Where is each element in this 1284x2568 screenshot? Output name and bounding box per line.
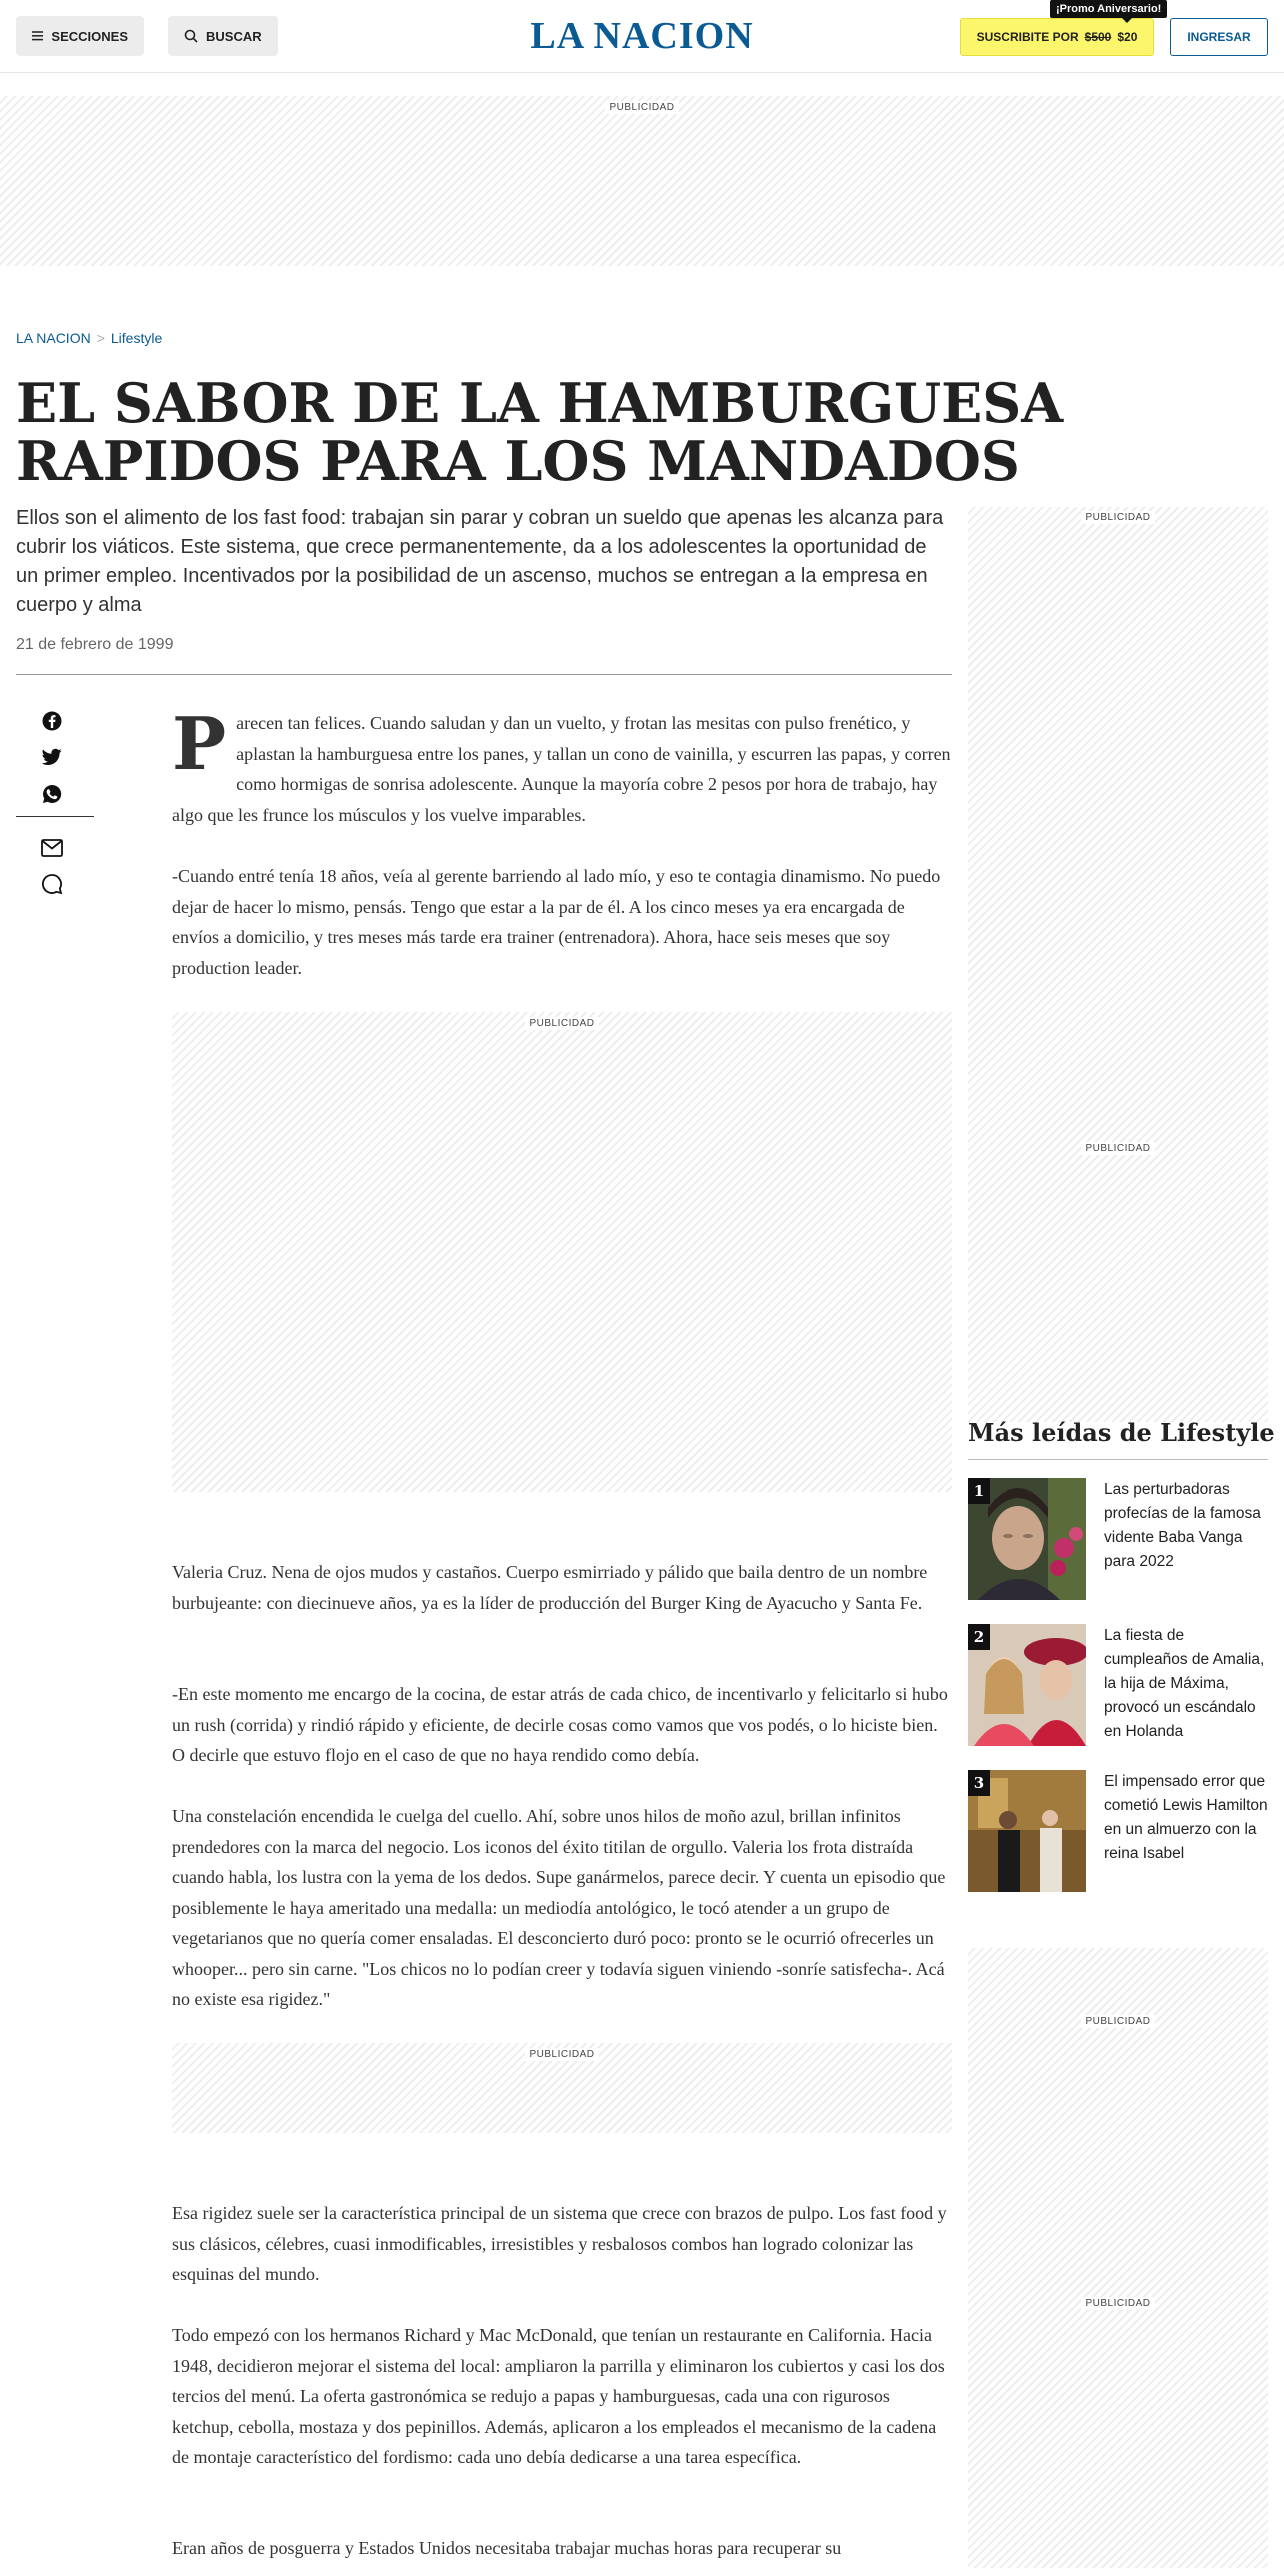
subscribe-label: SUSCRIBITE POR xyxy=(976,30,1079,44)
whatsapp-icon[interactable] xyxy=(38,780,66,808)
mas-leidas-headline[interactable]: El impensado error que cometió Lewis Hamilton en un almuerzo con la reina Isabel xyxy=(1104,1773,1268,1862)
mas-leidas-title: Más leídas de Lifestyle xyxy=(968,1418,1275,1447)
subscribe-old-price: $500 xyxy=(1084,30,1112,44)
share-divider xyxy=(16,816,94,817)
twitter-icon[interactable] xyxy=(38,743,66,771)
top-ad-banner[interactable] xyxy=(0,96,1284,266)
login-button[interactable]: INGRESAR xyxy=(1170,18,1268,56)
mas-leidas-item[interactable] xyxy=(968,1770,1268,1892)
breadcrumb-home[interactable]: LA NACION xyxy=(16,330,91,346)
paragraph: Todo empezó con los hermanos Richard y Mac McDonald, que tenían un restaurante en California. Hacia 1948, decidieron mejorar el sistema del local: ampliaron la parrilla y eliminaron los cubiertos y casi los dos tercios del menú. La oferta gastronómica se redujo a papas y hamburguesas, cada una con rigurosos ketchup, cebolla, mostaza y dos pepinillos. Además, aplicaron a los empleados el mecanismo de la cadena de montaje característico del fordismo: cada uno debía dedicarse a una tarea específica. xyxy=(172,2325,945,2467)
article-date: 21 de febrero de 1999 xyxy=(16,636,174,653)
paragraph: -En este momento me encargo de la cocina, de estar atrás de cada chico, de incentivarlo y felicitarlo si hubo un rush (corrida) y rindió rápido y eficiente, de decirle cosas como vamos que vos podés, o lo hiciste bien. O decirle que estuvo flojo en el caso de que no haya rendido como debía. xyxy=(172,1684,948,1765)
paragraph: Valeria Cruz. Nena de ojos mudos y castaños. Cuerpo esmirriado y pálido que baila dentro de un nombre burbujeante: con diecinueve años, ya es la líder de producción del Burger King de Ayacucho y Santa Fe. xyxy=(172,1562,928,1613)
rank-number: 1 xyxy=(968,1478,990,1504)
search-label: BUSCAR xyxy=(206,28,262,44)
rank-number: 3 xyxy=(968,1770,990,1796)
ad-label: PUBLICIDAD xyxy=(172,2049,952,2060)
promo-badge: ¡Promo Aniversario! xyxy=(1050,0,1167,18)
mas-leidas-item[interactable] xyxy=(968,1478,1268,1600)
subscribe-new-price: $20 xyxy=(1117,30,1138,44)
article-lead: Ellos son el alimento de los fast food: trabajan sin parar y cobran un sueldo que apenas les alcanza para cubrir los viáticos. Este sistema, que crece permanentemente, da a los adolescentes la oportunidad de un primer empleo. Incentivados por la posibilidad de un ascenso, muchos se entregan a la empresa en cuerpo y alma xyxy=(16,507,944,616)
mas-leidas-headline[interactable]: La fiesta de cumpleaños de Amalia, la hija de Máxima, provocó un escándalo en Holanda xyxy=(1104,1627,1265,1740)
site-header xyxy=(0,0,1284,73)
sidebar-ad-1[interactable] xyxy=(968,507,1268,1422)
paragraph: Una constelación encendida le cuelga del cuello. Ahí, sobre unos hilos de moño azul, brillan infinitos prendedores con la marca del negocio. Los iconos del éxito titilan de orgullo. Valeria los frota distraída cuando habla, los lustra con la yema de los dedos. Supe ganármelos, parece decir. Y cuenta un episodio que posiblemente le haya ameritado una medalla: un mediodía antológico, le tocó atender a un grupo de vegetarianos que no quería comer ensaladas. El desconcierto duró poco: pronto se le ocurrió ofrecerles un whooper... pero sin carne. "Los chicos no lo podían creer y todavía siguen viniendo -sonríe satisfecha-. Acá no existe esa rigidez." xyxy=(172,1806,946,2009)
mas-leidas-divider xyxy=(968,1459,1268,1460)
ad-label: PUBLICIDAD xyxy=(968,1143,1268,1154)
ad-label: PUBLICIDAD xyxy=(172,1018,952,1029)
paragraph: Parecen tan felices. Cuando saludan y dan un vuelto, y frotan las mesitas con pulso frenético, y aplastan la hamburguesa entre los panes, y tallan un cono de vainilla, y escurren las papas, y corren como hormigas de sonrisa adolescente. Aunque la mayoría cobre 2 pesos por hora de trabajo, hay algo que les frunce los músculos y los vuelve imparables. xyxy=(172,701,951,825)
sections-label: SECCIONES xyxy=(51,28,128,44)
comment-icon[interactable] xyxy=(38,870,66,898)
ad-label: PUBLICIDAD xyxy=(968,2298,1268,2309)
breadcrumb-section[interactable]: Lifestyle xyxy=(110,330,163,346)
menu-icon xyxy=(32,31,43,41)
article-title: EL SABOR DE LA HAMBURGUESA RAPIDOS PARA LOS MANDADOS xyxy=(16,371,1064,493)
sections-button[interactable] xyxy=(16,16,144,56)
inline-ad-1[interactable] xyxy=(172,1012,952,1492)
paragraph: Eran años de posguerra y Estados Unidos necesitaba trabajar muchas horas para recuperar su xyxy=(172,2538,842,2558)
ad-label: PUBLICIDAD xyxy=(968,2016,1268,2027)
paragraph: -Cuando entré tenía 18 años, veía al gerente barriendo al lado mío, y eso te contagia dinamismo. No puedo dejar de hacer lo mismo, pensás. Tengo que estar a la par de él. A los cinco meses ya era encargada de envíos a domicilio, y tres meses más tarde era trainer (entrenadora). Ahora, hace seis meses que soy production leader. xyxy=(172,866,941,978)
facebook-icon[interactable] xyxy=(38,707,66,735)
article-thumbnail[interactable] xyxy=(968,1624,1086,1746)
ad-label: PUBLICIDAD xyxy=(0,102,1284,113)
rank-number: 2 xyxy=(968,1624,990,1650)
article-thumbnail[interactable] xyxy=(968,1478,1086,1600)
mas-leidas-headline[interactable]: Las perturbadoras profecías de la famosa vidente Baba Vanga para 2022 xyxy=(1104,1481,1261,1570)
divider xyxy=(16,674,952,675)
site-logo[interactable]: LA NACION xyxy=(530,15,754,57)
inline-ad-2[interactable] xyxy=(172,2043,952,2133)
mail-icon[interactable] xyxy=(38,834,66,862)
sidebar-ad-2[interactable] xyxy=(968,1948,1268,2568)
article-thumbnail[interactable] xyxy=(968,1770,1086,1892)
dropcap: P xyxy=(172,701,227,786)
ad-label: PUBLICIDAD xyxy=(968,512,1268,523)
breadcrumb-separator: > xyxy=(96,330,105,346)
breadcrumb xyxy=(16,330,162,346)
mas-leidas-item[interactable] xyxy=(968,1624,1268,1746)
search-button[interactable] xyxy=(168,16,278,56)
search-icon xyxy=(184,29,198,43)
paragraph: Esa rigidez suele ser la característica principal de un sistema que crece con brazos de pulpo. Los fast food y sus clásicos, célebres, cuasi inmodificables, irresistibles y resbalosos combos han logrado colonizar las esquinas del mundo. xyxy=(172,2203,947,2284)
subscribe-button[interactable] xyxy=(960,18,1154,56)
